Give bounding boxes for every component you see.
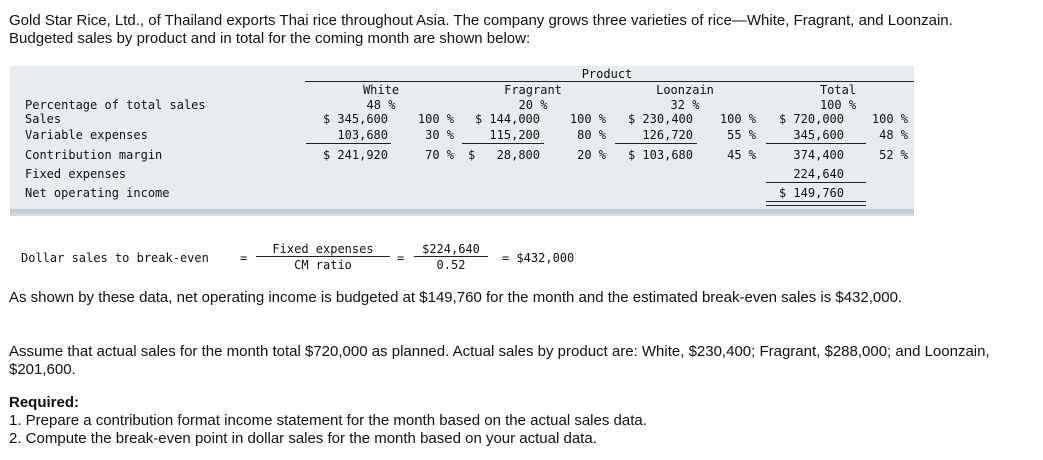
required-item-2: 2. Compute the break-even point in dollar sales for the month based on your actual data. — [9, 430, 597, 447]
loonzain-variable-expenses: 126,720 — [642, 128, 693, 142]
loonzain-sales: $ 230,400 — [627, 112, 693, 126]
budget-income-statement-table — [10, 66, 914, 216]
fragrant-variable-pct: 80 % — [577, 128, 606, 142]
row-label-percentage: Percentage of total sales — [25, 98, 206, 112]
required-item-1: 1. Prepare a contribution format income statement for the month based on the actual sales data. — [9, 412, 647, 429]
product-group-header: Product — [581, 67, 633, 81]
col-header-loonzain: Loonzain — [656, 83, 714, 97]
breakeven-denominator: CM ratio — [294, 258, 352, 272]
breakeven-numerator-value: $224,640 — [422, 242, 480, 256]
total-noi-double-rule — [766, 201, 866, 206]
fragrant-variable-expenses: 115,200 — [489, 128, 540, 142]
col-header-fragrant: Fragrant — [504, 83, 562, 97]
loonzain-cm-rule — [615, 143, 697, 144]
breakeven-numerator: Fixed expenses — [272, 242, 374, 256]
total-noi-rule — [766, 182, 866, 183]
breakeven-fraction-bar-1 — [256, 256, 390, 257]
fragrant-sales-pct: 100 % — [569, 112, 606, 126]
required-heading: Required: — [9, 394, 80, 411]
loonzain-contribution-margin: $ 103,680 — [627, 148, 693, 162]
white-sales-pct: 100 % — [417, 112, 454, 126]
row-label-variable-expenses: Variable expenses — [25, 128, 148, 142]
loonzain-percentage: 32 % — [670, 98, 700, 112]
breakeven-fraction-bar-2 — [414, 256, 488, 257]
intro-paragraph: Gold Star Rice, Ltd., of Thailand exports Thai rice throughout Asia. The company grows three varieties of rice—White, Fragrant, and Loonzain. Budgeted sales by product and in total for the coming month are shown below: — [9, 12, 953, 47]
total-sales-pct: 100 % — [871, 112, 908, 126]
white-variable-expenses: 103,680 — [337, 128, 388, 142]
total-variable-pct: 48 % — [879, 128, 908, 142]
row-label-fixed-expenses: Fixed expenses — [25, 167, 127, 181]
fragrant-cm-dollar-sign: $ — [468, 148, 476, 162]
col-header-white: White — [362, 83, 400, 97]
breakeven-equals-2: = — [397, 251, 405, 265]
white-variable-pct: 30 % — [425, 128, 454, 142]
row-label-sales: Sales — [25, 112, 62, 126]
total-percentage: 100 % — [819, 98, 857, 112]
breakeven-denominator-value: 0.52 — [436, 258, 466, 272]
row-label-contribution-margin: Contribution margin — [25, 148, 163, 162]
product-header-rule — [305, 81, 914, 82]
loonzain-sales-pct: 100 % — [719, 112, 756, 126]
total-cm-pct: 52 % — [879, 148, 908, 162]
breakeven-result: = $432,000 — [502, 251, 575, 265]
white-cm-pct: 70 % — [425, 148, 454, 162]
fragrant-cm-pct: 20 % — [577, 148, 606, 162]
breakeven-equals-1: = — [240, 251, 248, 265]
total-sales: $ 720,000 — [778, 112, 844, 126]
total-net-operating-income: $ 149,760 — [778, 186, 844, 200]
loonzain-variable-pct: 55 % — [727, 128, 756, 142]
white-contribution-margin: $ 241,920 — [322, 148, 388, 162]
white-cm-rule — [306, 143, 391, 144]
row-label-net-operating-income: Net operating income — [25, 186, 170, 200]
col-header-total: Total — [819, 83, 857, 97]
white-percentage: 48 % — [366, 98, 396, 112]
total-fixed-expenses: 224,640 — [793, 167, 844, 181]
loonzain-cm-pct: 45 % — [727, 148, 756, 162]
fragrant-contribution-margin: 28,800 — [496, 148, 540, 162]
fragrant-percentage: 20 % — [518, 98, 548, 112]
summary-paragraph: As shown by these data, net operating income is budgeted at $149,760 for the month and the estimated break-even sales is $432,000. — [9, 289, 903, 306]
total-contribution-margin: 374,400 — [793, 148, 844, 162]
breakeven-label: Dollar sales to break-even — [21, 251, 209, 265]
total-cm-rule — [766, 143, 866, 144]
table-bottom-bar — [10, 209, 914, 216]
white-sales: $ 345,600 — [322, 112, 388, 126]
actual-sales-paragraph: Assume that actual sales for the month total $720,000 as planned. Actual sales by product are: White, $230,400; Fragrant, $288,000; and Loonzain, $201,600. — [9, 343, 990, 378]
fragrant-sales: $ 144,000 — [474, 112, 540, 126]
fragrant-cm-rule — [462, 143, 544, 144]
total-variable-expenses: 345,600 — [793, 128, 844, 142]
